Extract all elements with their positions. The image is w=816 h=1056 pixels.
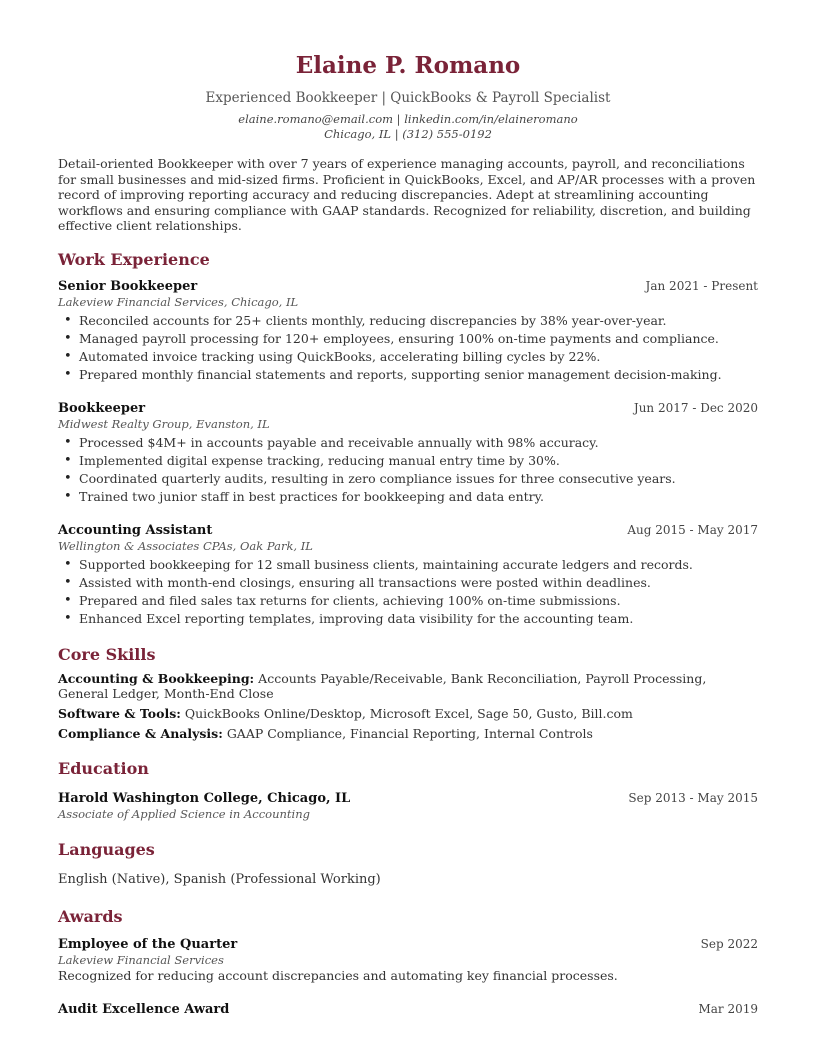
job-title: Bookkeeper xyxy=(58,400,146,416)
skill-category: Compliance & Analysis: xyxy=(58,725,223,741)
education-header xyxy=(58,790,758,807)
award-header xyxy=(58,936,758,953)
bullet-item: • Trained two junior staff in best practices for bookkeeping and data entry. xyxy=(58,488,758,506)
education-entry xyxy=(58,790,758,822)
section-title-languages: Languages xyxy=(58,839,155,859)
award-organization: Lakeview Financial Services xyxy=(58,952,224,967)
job-entry xyxy=(58,522,758,628)
award-entry xyxy=(58,936,758,984)
school-name: Harold Washington College, Chicago, IL xyxy=(58,790,351,806)
skill-line xyxy=(58,706,758,721)
job-bullets xyxy=(58,312,758,384)
bullet-item: • Reconciled accounts for 25+ clients monthly, reducing discrepancies by 38% year-over-year. xyxy=(58,312,758,330)
job-dates: Jan 2021 - Present xyxy=(645,278,758,293)
job-title: Accounting Assistant xyxy=(58,522,213,538)
award-header xyxy=(58,1001,758,1018)
award-name: Audit Excellence Award xyxy=(58,1001,230,1017)
job-company: Wellington & Associates CPAs, Oak Park, IL xyxy=(58,538,313,553)
bullet-item: • Coordinated quarterly audits, resulting in zero compliance issues for three consecutive years. xyxy=(58,470,758,488)
degree: Associate of Applied Science in Accounting xyxy=(58,806,310,821)
section-title-skills: Core Skills xyxy=(58,644,156,664)
resume-page xyxy=(58,52,758,1018)
section-title-awards: Awards xyxy=(58,906,123,926)
bullet-item: • Managed payroll processing for 120+ employees, ensuring 100% on-time payments and compliance. xyxy=(58,330,758,348)
bullet-item: • Implemented digital expense tracking, reducing manual entry time by 30%. xyxy=(58,452,758,470)
bullet-item: • Prepared and filed sales tax returns for clients, achieving 100% on-time submissions. xyxy=(58,592,758,610)
skill-values: GAAP Compliance, Financial Reporting, Internal Controls xyxy=(226,725,593,741)
skill-category: Accounting & Bookkeeping: xyxy=(58,670,255,686)
bullet-item: • Prepared monthly financial statements and reports, supporting senior management decision-making. xyxy=(58,366,758,384)
bullet-item: • Assisted with month-end closings, ensuring all transactions were posted within deadlines. xyxy=(58,574,758,592)
award-entry xyxy=(58,1001,758,1018)
job-company: Lakeview Financial Services, Chicago, IL xyxy=(58,294,299,309)
job-dates: Jun 2017 - Dec 2020 xyxy=(633,400,758,415)
professional-summary: Detail-oriented Bookkeeper with over 7 years of experience managing accounts, payroll, and reconciliations for small businesses and mid-sized firms. Proficient in QuickBooks, Excel, and AP/AR processes with a proven record of improving reporting accuracy and reducing discrepancies. Adept at streamlining accounting workflows and ensuring compliance with GAAP standards. Recognized for reliability, discretion, and building effective client relationships. xyxy=(58,156,756,233)
job-bullets xyxy=(58,434,758,506)
resume-header xyxy=(58,52,758,142)
skill-category: Software & Tools: xyxy=(58,705,181,721)
job-bullets xyxy=(58,556,758,628)
job-header xyxy=(58,400,758,417)
professional-headline: Experienced Bookkeeper | QuickBooks & Payroll Specialist xyxy=(205,90,611,106)
bullet-item: • Enhanced Excel reporting templates, improving data visibility for the accounting team. xyxy=(58,610,758,628)
section-title-experience: Work Experience xyxy=(58,249,210,269)
job-company: Midwest Realty Group, Evanston, IL xyxy=(58,416,270,431)
skills-list xyxy=(58,671,758,741)
job-dates: Aug 2015 - May 2017 xyxy=(627,522,758,537)
job-entry xyxy=(58,400,758,506)
bullet-item: • Processed $4M+ in accounts payable and receivable annually with 98% accuracy. xyxy=(58,434,758,452)
skill-values: Accounts Payable/Receivable, Bank Reconciliation, Payroll Processing, General Ledger, Month-End Close xyxy=(58,670,707,701)
skill-values: QuickBooks Online/Desktop, Microsoft Excel, Sage 50, Gusto, Bill.com xyxy=(184,705,633,721)
award-date: Sep 2022 xyxy=(700,936,758,951)
skill-line xyxy=(58,671,758,701)
contact-location-phone: Chicago, IL | (312) 555-0192 xyxy=(324,127,492,141)
bullet-item: • Automated invoice tracking using QuickBooks, accelerating billing cycles by 22%. xyxy=(58,348,758,366)
candidate-name: Elaine P. Romano xyxy=(295,52,521,79)
education-dates: Sep 2013 - May 2015 xyxy=(628,790,758,805)
award-name: Employee of the Quarter xyxy=(58,936,238,952)
skill-line xyxy=(58,726,758,741)
job-header xyxy=(58,278,758,295)
award-date: Mar 2019 xyxy=(698,1001,758,1016)
languages-list: English (Native), Spanish (Professional Working) xyxy=(58,871,381,887)
job-entry xyxy=(58,278,758,384)
job-header xyxy=(58,522,758,539)
award-description: Recognized for reducing account discrepancies and automating key financial processes. xyxy=(58,967,618,983)
contact-email-linkedin: elaine.romano@email.com | linkedin.com/in/elaineromano xyxy=(238,112,578,126)
section-title-education: Education xyxy=(58,758,149,778)
bullet-item: • Supported bookkeeping for 12 small business clients, maintaining accurate ledgers and records. xyxy=(58,556,758,574)
job-title: Senior Bookkeeper xyxy=(58,278,198,294)
